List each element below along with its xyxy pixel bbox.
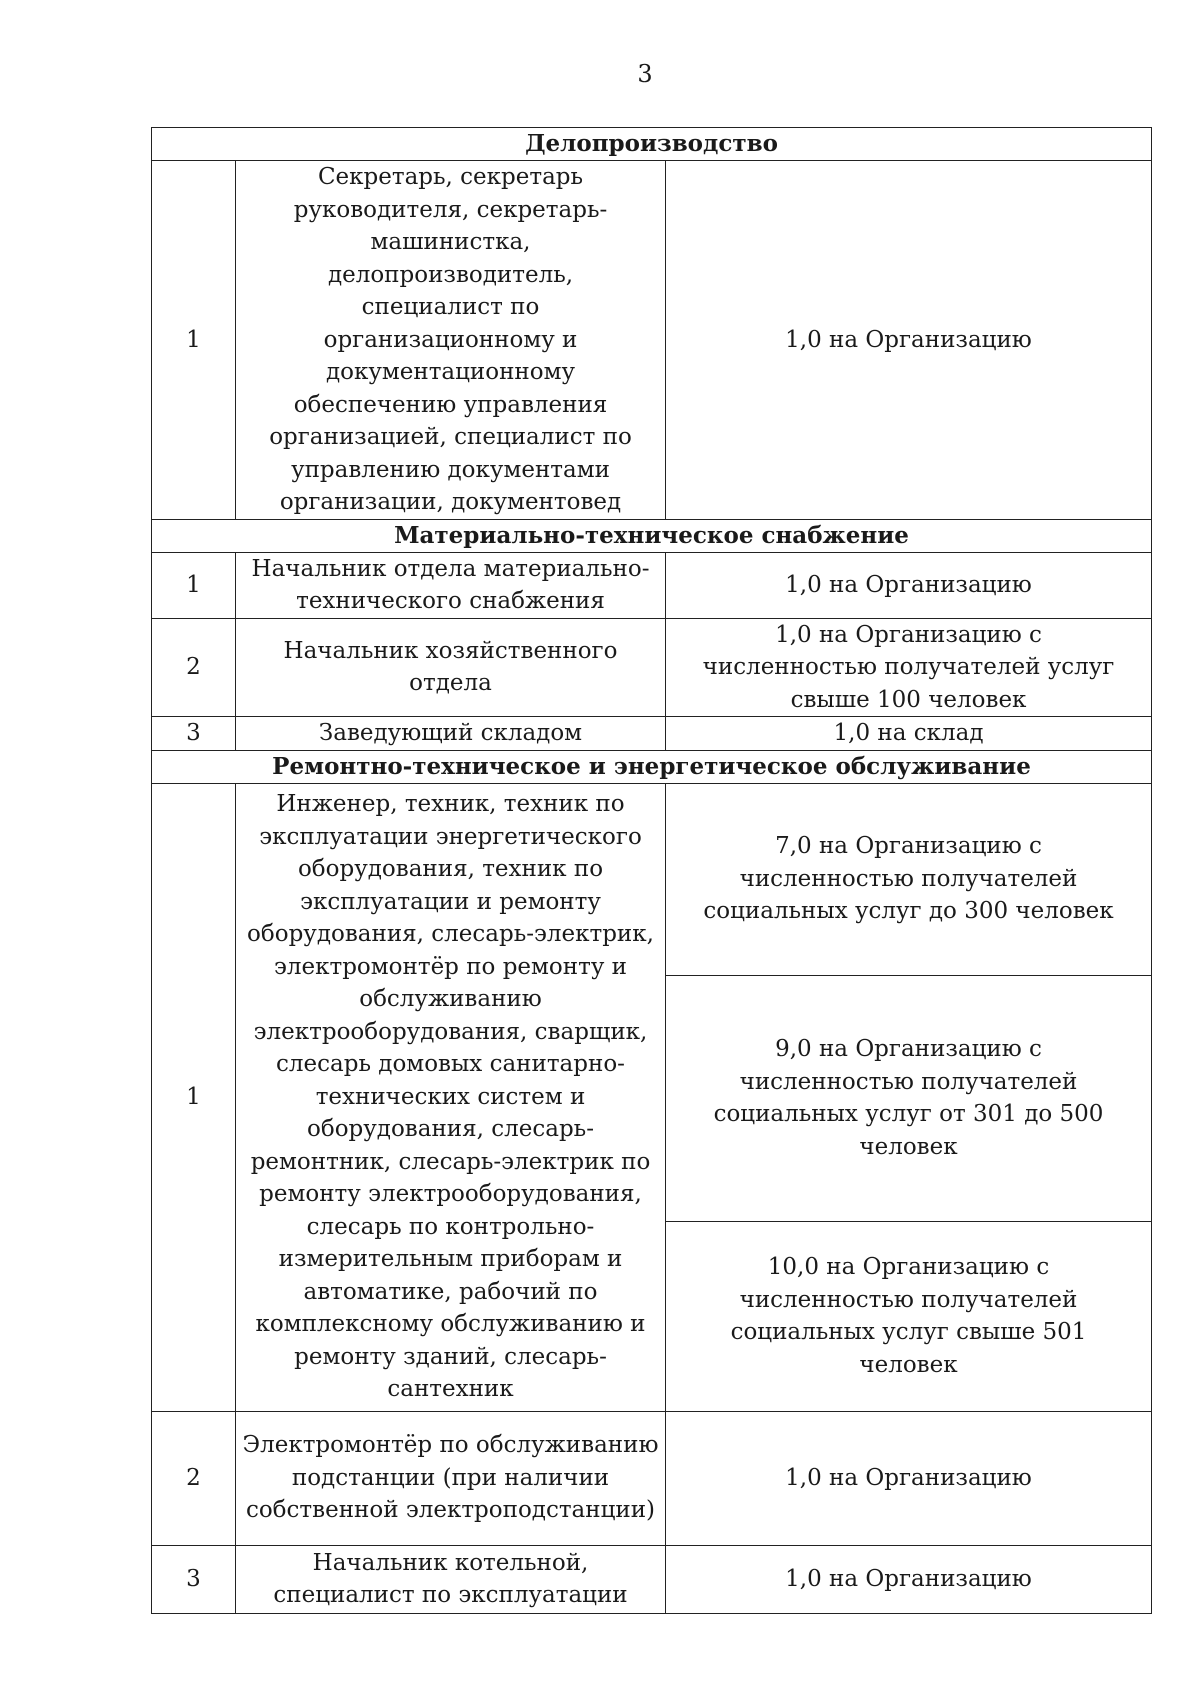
norm-text: 1,0 на склад — [833, 720, 984, 746]
table-row — [152, 1545, 1152, 1613]
norm-cell — [666, 618, 1152, 717]
table-row — [152, 618, 1152, 717]
norm-cell — [666, 552, 1152, 618]
position-cell — [236, 1545, 666, 1613]
section-header-row — [152, 519, 1152, 552]
position-text: Инженер, техник, техник по эксплуатации энергетического оборудования, техник по эксплуатации и ремонту оборудования, слесарь-электрик, электромонтёр по ремонту и обслуживанию электрооборудования, сварщик, слесарь домовых санитарно-технических систем и оборудования, слесарь-ремонтник, слесарь-электрик по ремонту электрооборудования, слесарь по контрольно-измерительным приборам и автоматике, рабочий по комплексному обслуживанию и ремонту зданий, слесарь-сантехник — [247, 791, 654, 1403]
table-row — [152, 161, 1152, 520]
norm-cell — [666, 783, 1152, 975]
row-number: 1 — [152, 161, 236, 520]
position-cell — [236, 1411, 666, 1545]
position-cell — [236, 783, 666, 1411]
table-row — [152, 552, 1152, 618]
norm-cell — [666, 975, 1152, 1221]
section-title: Ремонтно-техническое и энергетическое обслуживание — [152, 750, 1152, 783]
norm-cell — [666, 1411, 1152, 1545]
norm-text: 1,0 на Организацию — [785, 326, 1032, 353]
table-row — [152, 1411, 1152, 1545]
position-text: Электромонтёр по обслуживанию подстанции (при наличии собственной электроподстанции) — [242, 1432, 659, 1524]
row-number: 3 — [152, 1545, 236, 1613]
section-header-row — [152, 750, 1152, 783]
position-text: Начальник отдела материально-технического снабжения — [251, 555, 650, 614]
position-cell — [236, 161, 666, 520]
norm-text: 1,0 на Организацию — [785, 1464, 1032, 1491]
position-text: Заведующий складом — [318, 720, 583, 746]
table-row — [152, 717, 1152, 751]
row-number: 2 — [152, 1411, 236, 1545]
section-title: Делопроизводство — [152, 128, 1152, 161]
norm-text: 7,0 на Организацию с численностью получателей социальных услуг до 300 человек — [703, 833, 1114, 925]
norm-cell — [666, 1221, 1152, 1411]
norm-text: 1,0 на Организацию с численностью получателей услуг свыше 100 человек — [702, 621, 1115, 713]
position-text: Начальник котельной, специалист по эксплуатации — [273, 1549, 628, 1608]
position-text: Секретарь, секретарь руководителя, секретарь-машинистка, делопроизводитель, специалист по организационному и документационному обеспечению управления организацией, специалист по управлению документами организации, документовед — [269, 164, 632, 515]
section-title: Материально-техническое снабжение — [152, 519, 1152, 552]
norm-text: 9,0 на Организацию с численностью получателей социальных услуг от 301 до 500 человек — [713, 1036, 1104, 1160]
position-cell — [236, 552, 666, 618]
row-number: 3 — [152, 717, 236, 751]
norm-text: 10,0 на Организацию с численностью получателей социальных услуг свыше 501 человек — [730, 1254, 1087, 1378]
page-number: 3 — [637, 60, 653, 88]
norm-cell — [666, 717, 1152, 751]
row-number: 1 — [152, 783, 236, 1411]
staffing-norms-table — [151, 127, 1152, 1614]
row-number: 2 — [152, 618, 236, 717]
norm-text: 1,0 на Организацию — [785, 571, 1032, 598]
norm-cell — [666, 161, 1152, 520]
row-number: 1 — [152, 552, 236, 618]
position-cell — [236, 618, 666, 717]
norm-cell — [666, 1545, 1152, 1613]
norm-text: 1,0 на Организацию — [785, 1565, 1032, 1592]
position-cell — [236, 717, 666, 751]
position-text: Начальник хозяйственного отдела — [283, 637, 618, 697]
section-header-row — [152, 128, 1152, 161]
table-row — [152, 783, 1152, 975]
